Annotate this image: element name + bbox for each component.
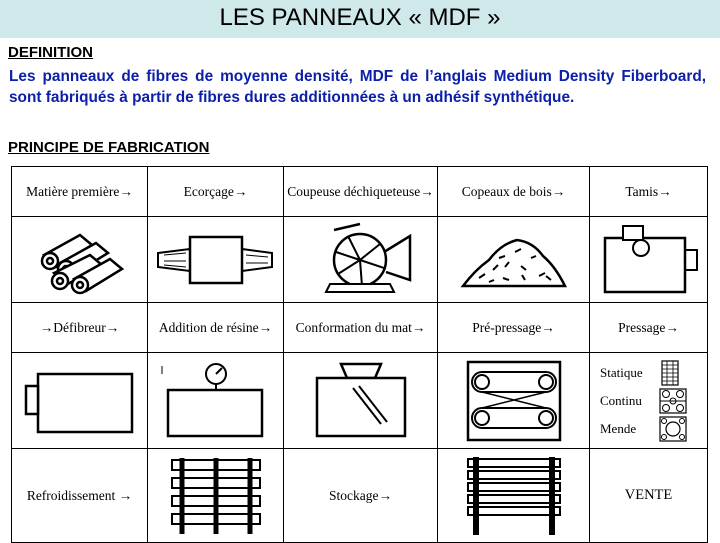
principe-heading: PRINCIPE DE FABRICATION: [8, 139, 210, 156]
logs-icon: [30, 225, 130, 295]
pressage-type-mende: Mende: [600, 421, 637, 436]
definition-heading: DEFINITION: [8, 44, 93, 61]
step-pressage: Pressage→: [590, 303, 708, 353]
table-row: [12, 353, 708, 449]
step-ecorcage: Ecorçage→: [148, 167, 284, 217]
step-defibreur: →Défibreur→: [12, 303, 148, 353]
step-copeaux: Copeaux de bois→: [438, 167, 590, 217]
pressage-type-continu: Continu: [600, 393, 642, 408]
step-conformation-mat: Conformation du mat→: [284, 303, 438, 353]
definition-text: Les panneaux de fibres de moyenne densité, MDF de l’anglais Medium Density Fiberboard, sont fabriqués à partir de fibres dures additionnées à un adhésif synthétique.: [9, 68, 706, 106]
debarker-icon: [156, 225, 276, 295]
step-stockage: Stockage→: [284, 449, 438, 543]
step-pre-pressage: Pré-pressage→: [438, 303, 590, 353]
table-row: [12, 217, 708, 303]
table-row: [12, 449, 708, 543]
table-row: [12, 303, 708, 353]
mende-press-icon: [658, 416, 688, 442]
continuous-press-icon: [658, 388, 688, 414]
chip-pile-icon: [459, 230, 569, 290]
step-tamis: Tamis→: [590, 167, 708, 217]
step-refroidissement: Refroidissement →: [12, 449, 148, 543]
step-addition-resine: Addition de résine→: [148, 303, 284, 353]
page-title: LES PANNEAUX « MDF »: [219, 4, 501, 31]
pressage-type-statique: Statique: [600, 365, 643, 380]
sieve-icon: [597, 224, 701, 296]
storage-stack-icon: [464, 455, 564, 537]
step-vente: VENTE: [590, 449, 708, 543]
step-coupeuse: Coupeuse déchiqueteuse→: [284, 167, 438, 217]
process-table: [11, 166, 708, 543]
static-press-icon: [658, 360, 682, 386]
step-matiere-premiere: Matière première→: [12, 167, 148, 217]
resin-gauge-icon: [160, 362, 272, 440]
prepress-icon: [464, 360, 564, 442]
table-row: [12, 167, 708, 217]
cooling-rack-icon: [168, 456, 264, 536]
defibrator-icon: [24, 366, 136, 436]
mat-forming-icon: [313, 362, 409, 440]
chipper-icon: [306, 222, 416, 298]
